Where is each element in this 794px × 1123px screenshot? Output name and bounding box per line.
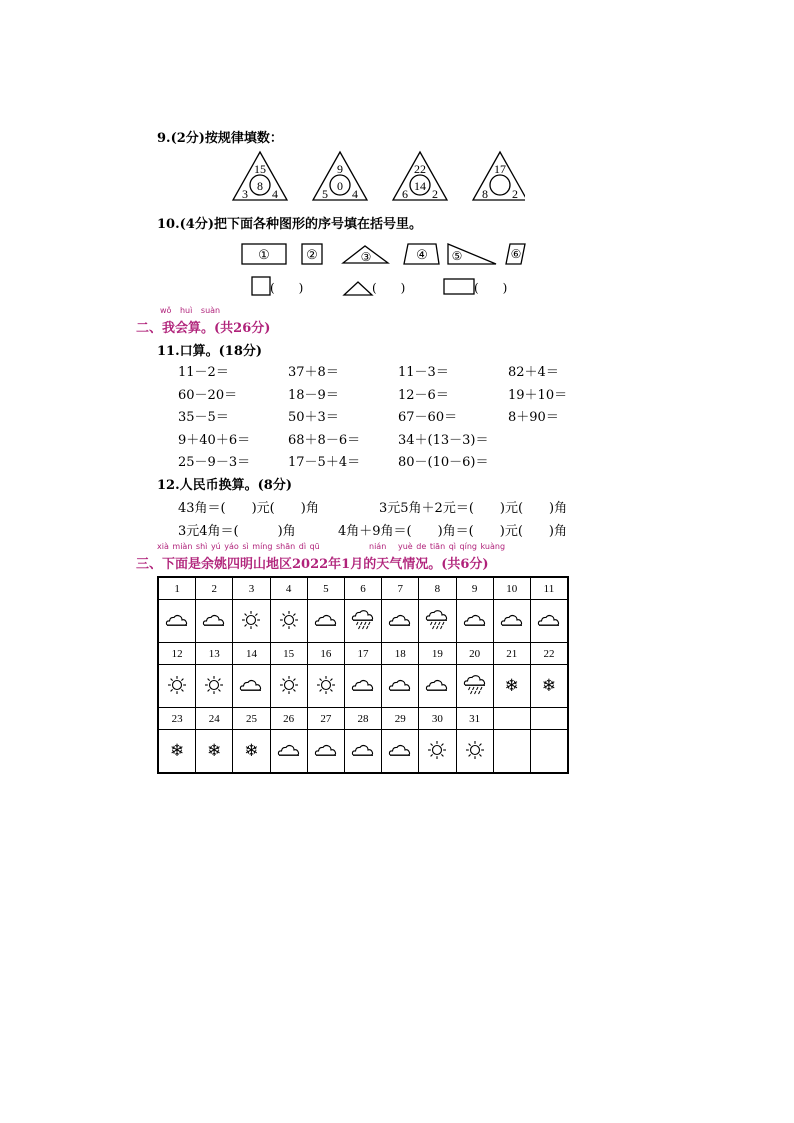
oral-calc-item[interactable]: 11－2＝	[178, 365, 229, 380]
weather-date-cell: 23	[158, 708, 196, 730]
triangle-2-left-number: 5	[322, 187, 328, 201]
weather-date-cell: 13	[196, 643, 233, 665]
weather-snow-icon: ❄	[493, 665, 530, 708]
weather-sun-icon	[158, 665, 196, 708]
weather-cloud-icon	[530, 600, 568, 643]
oral-calc-item[interactable]: 8＋90＝	[508, 410, 559, 425]
answer-rectangle-shape	[444, 279, 474, 294]
weather-date-cell: 1	[158, 577, 196, 600]
weather-cloud-icon	[493, 600, 530, 643]
oral-calc-item[interactable]: 68＋8－6＝	[288, 432, 361, 448]
weather-date-cell: 16	[307, 643, 344, 665]
triangle-3-center-number: 14	[414, 179, 426, 193]
weather-rain-icon	[344, 600, 381, 643]
triangle-2-top-number: 9	[337, 162, 343, 176]
triangle-3-left-number: 6	[402, 187, 408, 201]
section3-pinyin-3: yuè de tiān qì qíng kuàng	[398, 542, 506, 551]
weather-cloud-icon	[344, 665, 381, 708]
shape-2-label: ②	[306, 248, 318, 263]
weather-snow-icon: ❄	[196, 730, 233, 774]
weather-date-cell: 12	[158, 643, 196, 665]
weather-date-cell: 26	[270, 708, 307, 730]
q9-title: 9.(2分)按规律填数：	[157, 131, 283, 146]
weather-cloud-icon	[270, 730, 307, 774]
weather-sun-icon	[196, 665, 233, 708]
weather-cloud-icon	[158, 600, 196, 643]
triangle-1-left-number: 3	[242, 187, 248, 201]
weather-date-cell	[530, 708, 568, 730]
weather-date-cell: 15	[270, 643, 307, 665]
weather-date-cell: 20	[456, 643, 493, 665]
weather-date-cell: 4	[270, 577, 307, 600]
weather-sun-icon	[307, 665, 344, 708]
weather-cloud-icon	[382, 600, 419, 643]
oral-calc-item[interactable]: 25－9－3＝	[178, 455, 251, 470]
section2-title: 二、我会算。(共26分)	[136, 321, 271, 336]
q12-item-1[interactable]: 43角＝( )元( )角	[178, 501, 319, 516]
triangle-3-right-number: 2	[432, 187, 438, 201]
shape-6-label: ⑥	[510, 247, 522, 261]
weather-calendar-table	[157, 576, 569, 774]
q12-title: 12.人民币换算。(8分)	[157, 478, 292, 493]
q12-item-4[interactable]: 4角＋9角＝( )角＝( )元( )角	[338, 524, 567, 539]
section3-pinyin-1: xià miàn shì yú yáo sì míng shān dì qū	[157, 542, 320, 551]
pinyin-suan: suàn	[200, 306, 221, 315]
weather-date-cell: 18	[382, 643, 419, 665]
weather-date-cell: 6	[344, 577, 381, 600]
pinyin-hui: huì	[179, 306, 193, 315]
q11-title: 11.口算。(18分)	[157, 344, 263, 359]
triangle-4-top-number: 17	[494, 162, 506, 176]
weather-date-cell: 27	[307, 708, 344, 730]
triangle-4-circle[interactable]	[490, 175, 510, 195]
weather-sun-icon	[419, 730, 456, 774]
shape-1-label: ①	[258, 248, 270, 263]
triangle-1-top-number: 15	[254, 162, 266, 176]
weather-icon-row	[158, 665, 568, 708]
weather-cloud-icon	[233, 665, 270, 708]
section2-pinyin	[160, 306, 220, 315]
weather-date-cell	[493, 708, 530, 730]
oral-calc-item[interactable]: 18－9＝	[288, 387, 339, 403]
weather-date-cell: 2	[196, 577, 233, 600]
oral-calc-item[interactable]: 12－6＝	[398, 387, 449, 403]
weather-date-cell: 11	[530, 577, 568, 600]
weather-cloud-icon	[307, 730, 344, 774]
answer-square-shape	[252, 277, 270, 295]
section3-title: 三、下面是余姚四明山地区2022年1月的天气情况。(共6分)	[136, 557, 489, 572]
weather-date-cell: 25	[233, 708, 270, 730]
shape-figures	[240, 240, 540, 300]
triangle-1-center-number: 8	[257, 179, 263, 193]
weather-empty-cell	[530, 730, 568, 774]
weather-date-row	[158, 708, 568, 730]
answer-rectangle-blank[interactable]: ( )	[474, 281, 508, 295]
weather-date-cell: 10	[493, 577, 530, 600]
shape-5-label: ⑤	[451, 249, 463, 263]
weather-empty-cell	[493, 730, 530, 774]
weather-sun-icon	[233, 600, 270, 643]
weather-date-cell: 21	[493, 643, 530, 665]
weather-icon-row	[158, 730, 568, 774]
oral-calc-item[interactable]: 9＋40＋6＝	[178, 432, 251, 448]
weather-sun-icon	[270, 665, 307, 708]
oral-calc-item[interactable]: 80－(10－6)＝	[398, 455, 489, 470]
weather-date-cell: 3	[233, 577, 270, 600]
weather-cloud-icon	[307, 600, 344, 643]
weather-snow-icon: ❄	[158, 730, 196, 774]
shape-3-label: ③	[360, 250, 372, 264]
weather-date-cell: 14	[233, 643, 270, 665]
weather-date-cell: 31	[456, 708, 493, 730]
weather-icon-row	[158, 600, 568, 643]
triangle-4-right-number: 2	[512, 187, 518, 201]
oral-calc-item[interactable]: 37＋8＝	[288, 365, 339, 380]
weather-cloud-icon	[196, 600, 233, 643]
weather-date-cell: 9	[456, 577, 493, 600]
weather-date-cell: 8	[419, 577, 456, 600]
weather-date-row	[158, 577, 568, 600]
oral-calc-item[interactable]: 34＋(13－3)＝	[398, 432, 489, 448]
oral-calc-item[interactable]: 50＋3＝	[288, 410, 339, 425]
shape-4-label: ④	[416, 248, 428, 263]
weather-date-cell: 29	[382, 708, 419, 730]
weather-date-cell: 30	[419, 708, 456, 730]
weather-cloud-icon	[419, 665, 456, 708]
answer-triangle-shape	[344, 282, 372, 295]
weather-snow-icon: ❄	[233, 730, 270, 774]
oral-calc-item[interactable]: 82＋4＝	[508, 365, 559, 380]
triangle-1-right-number: 4	[272, 187, 278, 201]
answer-triangle-blank[interactable]: ( )	[372, 281, 406, 295]
number-triangles	[225, 150, 525, 206]
weather-date-cell: 19	[419, 643, 456, 665]
q12-item-3[interactable]: 3元4角＝( )角	[178, 524, 296, 539]
oral-calc-item[interactable]: 17－5＋4＝	[288, 455, 361, 470]
pinyin-wo: wǒ	[160, 306, 172, 315]
weather-date-cell: 7	[382, 577, 419, 600]
triangle-2-center-number: 0	[337, 179, 343, 193]
weather-date-cell: 22	[530, 643, 568, 665]
weather-cloud-icon	[456, 600, 493, 643]
weather-cloud-icon	[344, 730, 381, 774]
weather-sun-icon	[456, 730, 493, 774]
answer-square-blank[interactable]: ( )	[270, 281, 304, 295]
weather-date-cell: 17	[344, 643, 381, 665]
weather-cloud-icon	[382, 730, 419, 774]
triangle-2-right-number: 4	[352, 187, 358, 201]
oral-calc-item[interactable]: 19＋10＝	[508, 387, 568, 403]
weather-date-cell: 24	[196, 708, 233, 730]
weather-sun-icon	[270, 600, 307, 643]
section3-pinyin-2: nián	[369, 542, 387, 551]
weather-date-cell: 5	[307, 577, 344, 600]
q12-item-2[interactable]: 3元5角＋2元＝( )元( )角	[379, 501, 568, 516]
triangle-4-left-number: 8	[482, 187, 488, 201]
weather-rain-icon	[456, 665, 493, 708]
triangle-3-top-number: 22	[414, 162, 426, 176]
q10-title: 10.(4分)把下面各种图形的序号填在括号里。	[157, 217, 422, 232]
weather-snow-icon: ❄	[530, 665, 568, 708]
weather-date-row	[158, 643, 568, 665]
weather-date-cell: 28	[344, 708, 381, 730]
weather-cloud-icon	[382, 665, 419, 708]
weather-rain-icon	[419, 600, 456, 643]
oral-calc-item[interactable]: 11－3＝	[398, 365, 449, 380]
oral-calc-item[interactable]: 35－5＝	[178, 410, 229, 425]
oral-calc-item[interactable]: 67－60＝	[398, 410, 458, 425]
oral-calc-item[interactable]: 60－20＝	[178, 387, 238, 403]
